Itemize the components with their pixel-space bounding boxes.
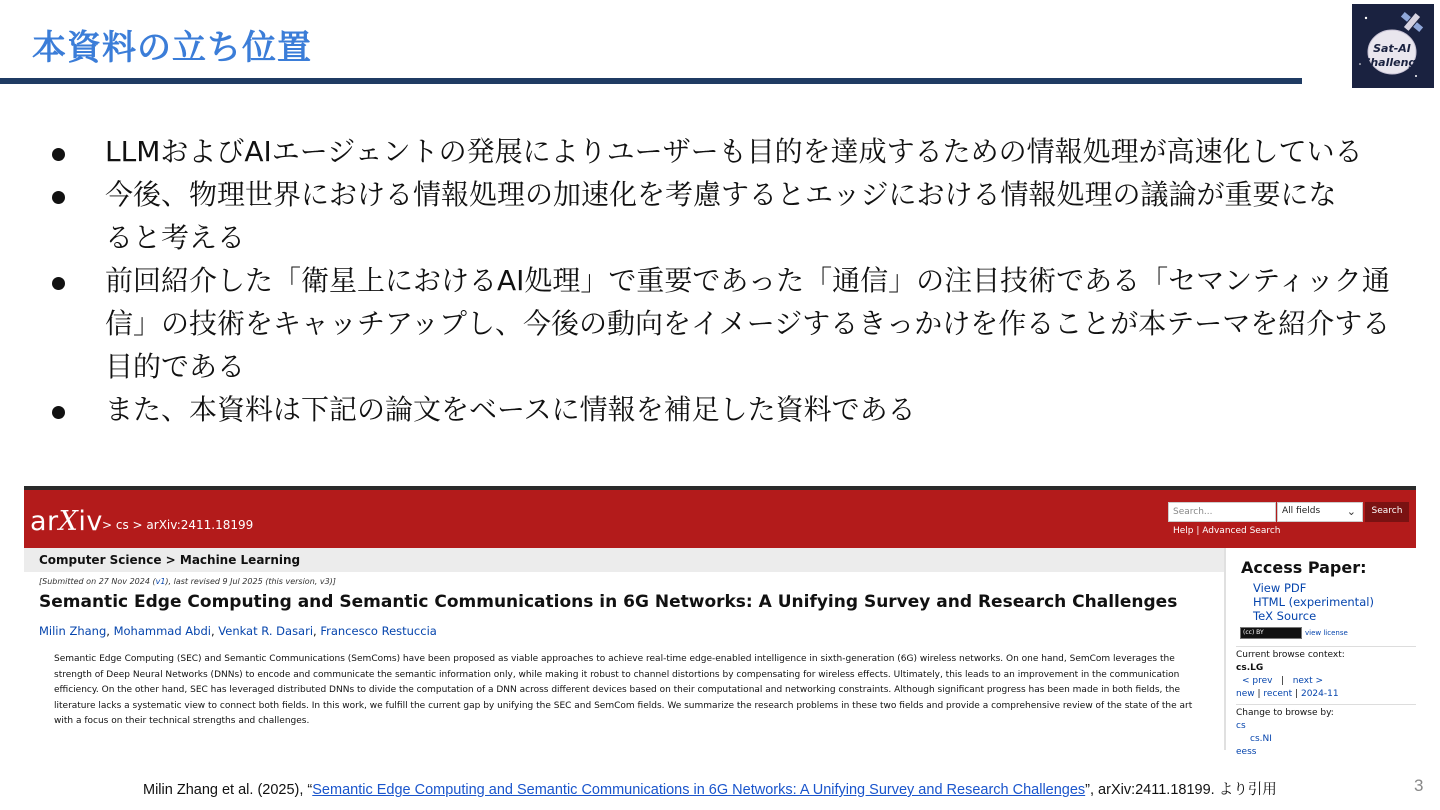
chevron-down-icon: ⌄: [1346, 505, 1356, 518]
cc-badge-text: (cc) BY: [1243, 629, 1264, 636]
arxiv-paper-title: Semantic Edge Computing and Semantic Communications in 6G Networks: A Unifying Survey and Research Challenges: [39, 592, 1178, 612]
bullet-text: 今後、物理世界における情報処理の加速化を考慮するとエッジにおける情報処理の議論が重要にな ると考える: [105, 178, 1337, 254]
arxiv-abstract: Semantic Edge Computing (SEC) and Semantic Communications (SemComs) have been proposed as viable approaches to achieve real-time edge-enabled intelligence in sixth-generation (6G) wireless networks. On one hand, SemCom leverages the strength of Deep Neural Networks (DNNs) to encode and communicate the semantic information only, while making it robust to channel distortions by compensating for wireless effects. Ultimately, this leads to an improvement in the communication efficiency. On the other hand, SEC has leveraged distributed DNNs to divide the computation of a DNN across different devices based on their computational and networking constraints. Although significant progress has been made in both fields, the literature lacks a systematic view to connect both fields. In this work, we fulfill the current gap by unifying the SEC and SemCom fields. We summarize the research problems in these two fields and provide a comprehensive review of the state of the art with a focus on their technical strengths and challenges.: [54, 654, 1193, 726]
bullet-list: [48, 130, 1440, 431]
bullet-item: [48, 259, 1440, 388]
author-link[interactable]: Francesco Restuccia: [320, 624, 437, 638]
arxiv-logo[interactable]: [30, 506, 103, 537]
bullet-dot: [52, 148, 65, 161]
nav-separator: |: [1281, 676, 1285, 686]
view-pdf-link[interactable]: View PDF: [1253, 581, 1307, 595]
arxiv-logo-iv: iv: [78, 506, 103, 537]
arxiv-logo-x: X: [58, 506, 79, 537]
citation-prefix: Milin Zhang et al. (2025), “: [143, 782, 313, 798]
citation-suffix: ”, arXiv:2411.18199. より引用: [1085, 782, 1277, 798]
bullet-item: [48, 388, 1440, 431]
arxiv-submission-dateline: [39, 577, 336, 586]
author-separator: ,: [210, 624, 219, 638]
title-divider: [0, 78, 1302, 84]
dateline-v1-link[interactable]: v1: [155, 577, 166, 586]
bullet-text: 前回紹介した「衛星上におけるAI処理」で重要であった「通信」の注目技術である「セマンティック通 信」の技術をキャッチアップし、今後の動向をイメージするきっかけを作ることが本テーマを紹介する 目的である: [105, 264, 1391, 383]
arxiv-main-content: [24, 548, 1224, 750]
arxiv-authors: [39, 624, 437, 638]
dateline-suffix: ), last revised 9 Jul 2025 (this version, v3)]: [165, 577, 336, 586]
prev-next-nav: [1236, 675, 1416, 688]
logo-text-top: Sat-AI: [1373, 42, 1411, 55]
slide-title: 本資料の立ち位置: [32, 28, 312, 68]
recent-link[interactable]: recent: [1263, 689, 1293, 699]
sidebar-divider: [1236, 646, 1416, 647]
arxiv-field-select[interactable]: [1277, 502, 1363, 522]
browse-context-label: Current browse context:: [1236, 650, 1345, 660]
arxiv-field-select-value: All fields: [1282, 506, 1321, 516]
bullet-dot: [52, 406, 65, 419]
citation-paper-link[interactable]: Semantic Edge Computing and Semantic Communications in 6G Networks: A Unifying Survey and Research Challenges: [312, 782, 1086, 798]
arxiv-sidebar: [1224, 548, 1416, 757]
bullet-dot: [52, 277, 65, 290]
month-link[interactable]: 2024-11: [1300, 689, 1339, 699]
new-link[interactable]: new: [1236, 689, 1255, 699]
browse-context-value: cs.LG: [1236, 663, 1264, 673]
browse-cs-link[interactable]: cs: [1236, 721, 1246, 731]
cc-by-license-badge[interactable]: [1240, 627, 1302, 639]
access-paper-heading: Access Paper:: [1241, 558, 1367, 577]
listing-nav: [1236, 688, 1416, 701]
next-link[interactable]: next >: [1292, 676, 1324, 686]
bullet-dot: [52, 191, 65, 204]
sat-ai-challenge-logo: [1352, 4, 1434, 88]
bullet-text: LLMおよびAIエージェントの発展によりユーザーも目的を達成するための情報処理が高速化している: [105, 135, 1363, 168]
arxiv-search-button[interactable]: Search: [1365, 502, 1409, 522]
author-separator: ,: [106, 624, 114, 638]
arxiv-header: [24, 486, 1416, 548]
logo-text-bottom: Challenge: [1362, 56, 1424, 69]
dateline-prefix: [Submitted on 27 Nov 2024 (: [39, 577, 156, 586]
citation-footer: [143, 778, 1277, 799]
author-separator: ,: [313, 624, 321, 638]
author-link[interactable]: Mohammad Abdi: [113, 624, 211, 638]
bullet-item: [48, 130, 1440, 173]
page-number: 3: [1414, 776, 1424, 795]
nav-separator: |: [1295, 689, 1299, 699]
sidebar-divider: [1236, 704, 1416, 705]
access-paper-links: [1251, 581, 1374, 623]
arxiv-subject-breadcrumb[interactable]: Computer Science > Machine Learning: [24, 548, 1224, 572]
browse-context: [1236, 646, 1416, 759]
change-browse-label: Change to browse by:: [1236, 708, 1334, 718]
arxiv-help-links[interactable]: Help | Advanced Search: [1173, 526, 1281, 536]
arxiv-search-input[interactable]: Search...: [1168, 502, 1276, 522]
nav-separator: |: [1257, 689, 1261, 699]
author-link[interactable]: Milin Zhang: [39, 624, 107, 638]
author-link[interactable]: Venkat R. Dasari: [218, 624, 314, 638]
tex-source-link[interactable]: TeX Source: [1253, 609, 1317, 623]
arxiv-logo-ar: ar: [30, 506, 59, 537]
arxiv-breadcrumb[interactable]: > cs > arXiv:2411.18199: [102, 518, 254, 532]
browse-csni-link[interactable]: cs.NI: [1250, 734, 1272, 744]
bullet-item: [48, 173, 1440, 259]
bullet-text: また、本資料は下記の論文をベースに情報を補足した資料である: [105, 393, 916, 426]
arxiv-page-screenshot: [24, 486, 1416, 757]
browse-eess-link[interactable]: eess: [1236, 747, 1257, 757]
view-license-link[interactable]: view license: [1305, 629, 1348, 637]
html-experimental-link[interactable]: HTML (experimental): [1253, 595, 1374, 609]
prev-link[interactable]: < prev: [1242, 676, 1273, 686]
